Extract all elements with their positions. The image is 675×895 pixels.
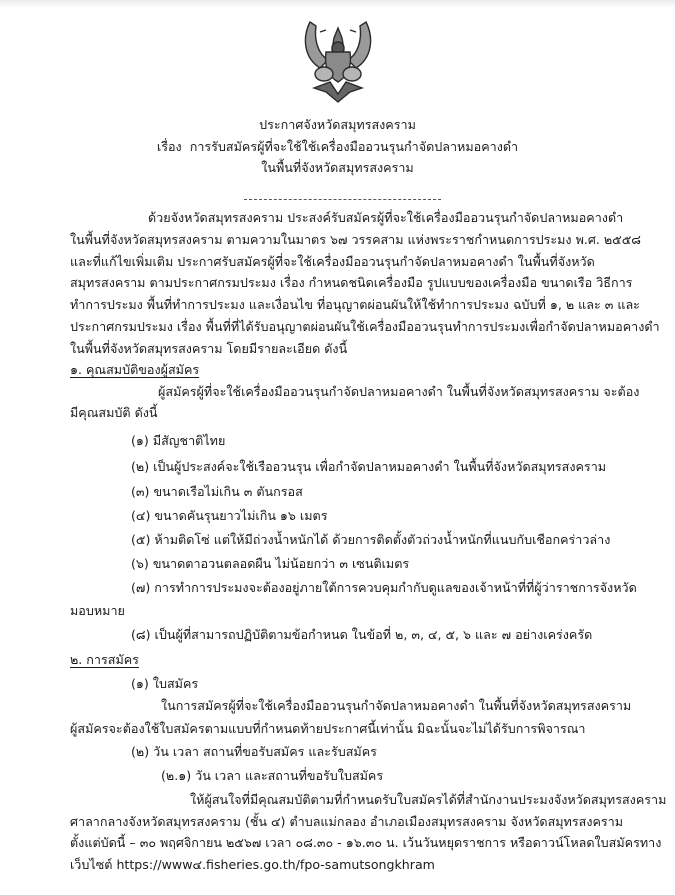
application-form-title: (๑) ใบสมัคร — [131, 676, 199, 691]
schedule-text: ให้ผู้สนใจที่มีคุณสมบัติตามที่กำหนดรับใบสมัครได้ที่สำนักงานประมงจังหวัดสมุทรสงคราม — [190, 792, 667, 807]
subject-line-2: ในพื้นที่จังหวัดสมุทรสงคราม — [261, 160, 414, 175]
website-label: เว็บไซต์ — [70, 857, 113, 872]
section-1-lead: ผู้สมัครผู้ที่จะใช้เครื่องมืออวนรุนกำจัดปลาหมอคางดำ ในพื้นที่จังหวัดสมุทรสงคราม จะต้อง — [158, 384, 640, 399]
qualification-item-continuation: มอบหมาย — [70, 603, 125, 618]
page-top-shadow — [0, 0, 675, 8]
application-form-text: ในการสมัครผู้ที่จะใช้เครื่องมืออวนรุนกำจัดปลาหมอคางดำ ในพื้นที่จังหวัดสมุทรสงคราม — [161, 698, 632, 713]
section-1-heading: ๑. คุณสมบัติของผู้สมัคร — [70, 362, 200, 377]
schedule-title: (๒) วัน เวลา สถานที่ขอรับสมัคร และรับสมัคร — [131, 744, 377, 759]
intro-line: ในพื้นที่จังหวัดสมุทรสงคราม โดยมีรายละเอียด ดังนี้ — [70, 341, 348, 356]
qualification-item: (๓) ขนาดเรือไม่เกิน ๓ ตันกรอส — [131, 484, 303, 499]
intro-line: ประกาศกรมประมง เรื่อง พื้นที่ที่ได้รับอนุญาตผ่อนผันใช้เครื่องมืออวนรุนทำการประมงเพื่อกำจัดปลาหมอคางดำ — [70, 319, 660, 334]
qualification-item: (๖) ขนาดตาอวนตลอดผืน ไม่น้อยกว่า ๓ เซนติเมตร — [131, 556, 410, 571]
section-1-lead: มีคุณสมบัติ ดังนี้ — [70, 405, 158, 420]
announcement-subject — [0, 137, 675, 157]
subject-text: การรับสมัครผู้ที่จะใช้ใช้เครื่องมืออวนรุนกำจัดปลาหมอคางดำ — [189, 139, 519, 154]
qualification-item: (๔) ขนาดคันรุนยาวไม่เกิน ๑๖ เมตร — [131, 508, 328, 523]
website-line — [70, 855, 435, 875]
qualification-item: (๒) เป็นผู้ประสงค์จะใช้เรืออวนรุน เพื่อกำจัดปลาหมอคางดำ ในพื้นที่จังหวัดสมุทรสงคราม — [131, 459, 607, 474]
schedule-text: ตั้งแต่บัดนี้ – ๓๐ พฤศจิกายน ๒๕๖๗ เวลา ๐๘.๓๐ - ๑๖.๓๐ น. เว้นวันหยุดราชการ หรือดาวน์โหลดใบสมัครทาง — [70, 835, 662, 850]
announcement-title: ประกาศจังหวัดสมุทรสงคราม — [259, 117, 416, 132]
application-form-text: ผู้สมัครจะต้องใช้ใบสมัครตามแบบที่กำหนดท้ายประกาศนี้เท่านั้น มิฉะนั้นจะไม่ได้รับการพิจารณา — [70, 721, 586, 736]
intro-line: สมุทรสงคราม ตามประกาศกรมประมง เรื่อง กำหนดชนิดเครื่องมือ รูปแบบของเครื่องมือ ขนาดเรือ วิธีการ — [70, 275, 633, 290]
separator-line — [244, 199, 441, 200]
qualification-item: (๗) การทำการประมงจะต้องอยู่ภายใต้การควบคุมกำกับดูแลของเจ้าหน้าที่ที่ผู้ว่าราชการจังหวัด — [131, 580, 637, 595]
qualification-item: (๑) มีสัญชาติไทย — [131, 433, 226, 448]
intro-line: ด้วยจังหวัดสมุทรสงคราม ประสงค์รับสมัครผู้ที่จะใช้เครื่องมืออวนรุนกำจัดปลาหมอคางดำ — [148, 210, 624, 225]
qualification-item: (๘) เป็นผู้ที่สามารถปฏิบัติตามข้อกำหนด ในข้อที่ ๒, ๓, ๔, ๕, ๖ และ ๗ อย่างเคร่งครัด — [131, 627, 593, 642]
subject-label: เรื่อง — [156, 139, 182, 154]
intro-line: ในพื้นที่จังหวัดสมุทรสงคราม ตามความในมาตร ๖๗ วรรคสาม แห่งพระราชกำหนดการประมง พ.ศ. ๒๕๕๘ — [70, 232, 641, 247]
website-link[interactable]: https://www๔.fisheries.go.th/fpo-samutsongkhram — [116, 857, 435, 872]
schedule-text: ศาลากลางจังหวัดสมุทรสงคราม (ชั้น ๔) ตำบลแม่กลอง อำเภอเมืองสมุทรสงคราม จังหวัดสมุทรสงคราม — [70, 814, 624, 829]
section-2-heading: ๒. การสมัคร — [70, 652, 139, 667]
intro-line: และที่แก้ไขเพิ่มเติม ประกาศรับสมัครผู้ที่จะใช้เครื่องมืออวนรุนกำจัดปลาหมอคางดำ ในพื้นที่จังหวัด — [70, 254, 595, 269]
schedule-subtitle: (๒.๑) วัน เวลา และสถานที่ขอรับใบสมัคร — [161, 768, 384, 783]
garuda-emblem-icon — [298, 10, 378, 105]
intro-line: ทำการประมง พื้นที่ทำการประมง และเงื่อนไข ที่อนุญาตผ่อนผันให้ใช้ทำการประมง ฉบับที่ ๑, ๒ และ ๓ และ — [70, 297, 640, 312]
qualification-item: (๕) ห้ามติดโซ่ แต่ให้มีถ่วงน้ำหนักได้ ด้วยการติดตั้งตัวถ่วงน้ำหนักที่แนบกับเชือกคร่าวล่าง — [131, 532, 611, 547]
